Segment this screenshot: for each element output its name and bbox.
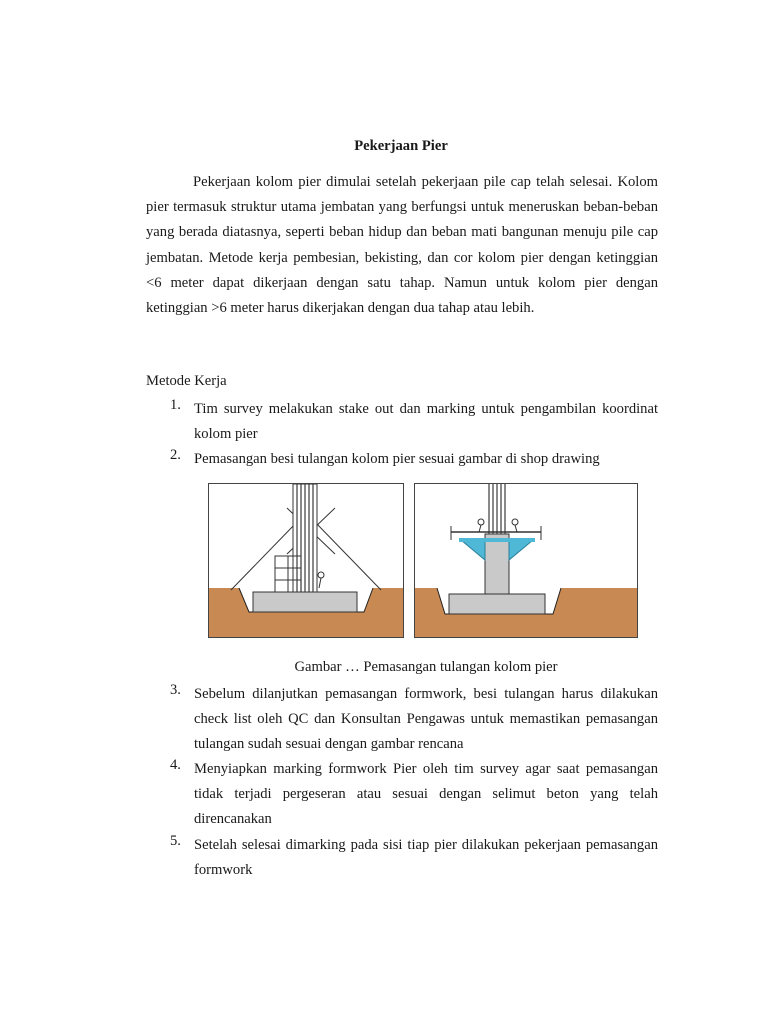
list-item-number: 5. [170, 833, 181, 849]
list-item-number: 1. [170, 397, 181, 413]
list-item-number: 2. [170, 447, 181, 463]
list-item-number: 4. [170, 757, 181, 773]
list-item-text: Setelah selesai dimarking pada sisi tiap pier dilakukan pekerjaan pemasangan formwork [194, 837, 658, 878]
list-item-text: Sebelum dilanjutkan pemasangan formwork, besi tulangan harus dilakukan check list oleh QC dan Konsultan Pengawas untuk memastikan pemasangan tulangan sudah sesuai dengan gambar rencana [194, 686, 658, 752]
method-heading: Metode Kerja [146, 373, 227, 389]
list-item-text: Pemasangan besi tulangan kolom pier sesuai gambar di shop drawing [194, 451, 600, 467]
figure-rebar-installation [208, 483, 404, 638]
intro-paragraph: Pekerjaan kolom pier dimulai setelah pekerjaan pile cap telah selesai. Kolom pier termasuk struktur utama jembatan yang berfungsi untuk meneruskan beban-beban yang berada diatasnya, seperti beban hidup dan beban mati bangunan menuju pile cap jembatan. Metode kerja pembesian, bekisting, dan cor kolom pier dengan ketinggian <6 meter dapat dikerjaan dengan satu tahap. Namun untuk kolom pier dengan ketinggian >6 meter harus dikerjakan dengan dua tahap atau lebih. [146, 174, 658, 317]
list-item-text: Menyiapkan marking formwork Pier oleh tim survey agar saat pemasangan tidak terjadi pergeseran atau sesuai dengan selimut beton yang telah direncanakan [194, 761, 658, 827]
figure-formwork-installation [414, 483, 638, 638]
list-item-text: Tim survey melakukan stake out dan marking untuk pengambilan koordinat kolom pier [194, 401, 658, 442]
list-item-number: 3. [170, 682, 181, 698]
figure-caption: Gambar … Pemasangan tulangan kolom pier [294, 659, 558, 675]
page-title: Pekerjaan Pier [354, 138, 448, 154]
